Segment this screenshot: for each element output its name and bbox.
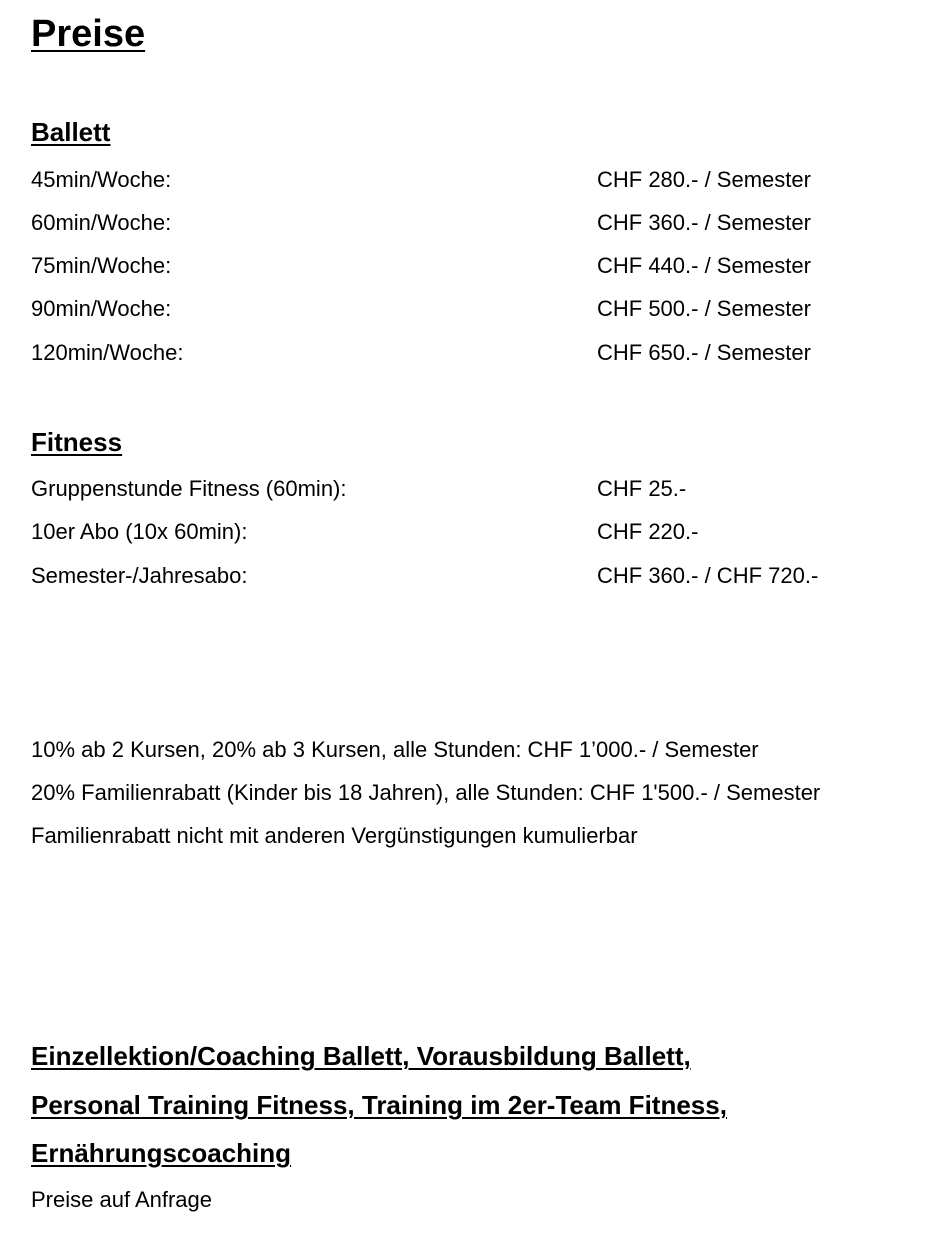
price-row-value: CHF 25.- (597, 476, 687, 501)
discount-note: 20% Familienrabatt (Kinder bis 18 Jahren), alle Stunden: CHF 1'500.- / Semester (31, 780, 821, 805)
price-row-value: CHF 500.- / Semester (597, 296, 811, 321)
individual-heading-line: Einzellektion/Coaching Ballett, Vorausbildung Ballett, (31, 1041, 691, 1071)
price-row (31, 252, 931, 280)
price-row (31, 562, 931, 590)
price-row (31, 295, 931, 323)
fitness-heading: Fitness (31, 427, 123, 457)
discount-note: 10% ab 2 Kursen, 20% ab 3 Kursen, alle Stunden: CHF 1’000.- / Semester (31, 737, 759, 762)
price-row (31, 209, 931, 237)
price-row-value: CHF 360.- / CHF 720.- (597, 563, 819, 588)
price-row-value: CHF 360.- / Semester (597, 210, 811, 235)
ballett-heading: Ballett (31, 117, 111, 147)
price-row-value: CHF 650.- / Semester (597, 340, 811, 365)
price-row (31, 475, 931, 503)
individual-heading-line: Ernährungscoaching (31, 1138, 292, 1168)
price-row-value: CHF 220.- (597, 519, 699, 544)
price-on-request-note: Preise auf Anfrage (31, 1187, 213, 1212)
price-row-value: CHF 280.- / Semester (597, 167, 811, 192)
price-row-label: 60min/Woche: (31, 210, 172, 235)
price-row-label: 90min/Woche: (31, 296, 172, 321)
price-row-label: 45min/Woche: (31, 167, 172, 192)
page-title: Preise (31, 13, 146, 55)
individual-heading-line: Personal Training Fitness, Training im 2er-Team Fitness, (31, 1090, 727, 1120)
price-row (31, 166, 931, 194)
discount-note: Familienrabatt nicht mit anderen Vergünstigungen kumulierbar (31, 823, 638, 848)
price-row-value: CHF 440.- / Semester (597, 253, 811, 278)
price-row-label: Semester-/Jahresabo: (31, 563, 248, 588)
price-row-label: 75min/Woche: (31, 253, 172, 278)
price-row-label: 10er Abo (10x 60min): (31, 519, 248, 544)
price-row-label: 120min/Woche: (31, 340, 184, 365)
price-row (31, 339, 931, 367)
price-row (31, 518, 931, 546)
price-row-label: Gruppenstunde Fitness (60min): (31, 476, 347, 501)
